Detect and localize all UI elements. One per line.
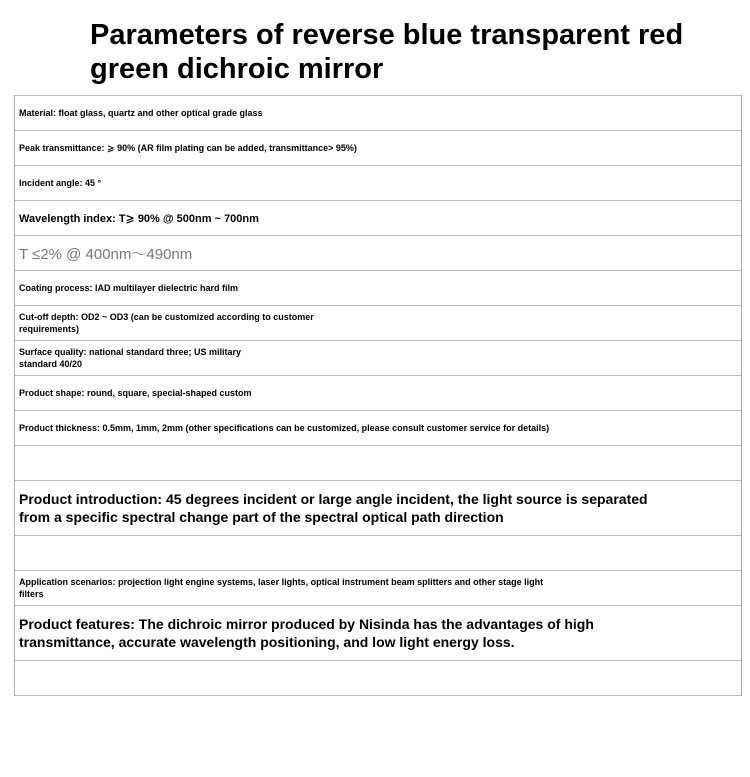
- row-text: Wavelength index: T⩾ 90% @ 500nm ~ 700nm: [19, 212, 259, 225]
- row-text: Product thickness: 0.5mm, 1mm, 2mm (other specifications can be customized, please consult customer service for details): [19, 423, 550, 433]
- row-text: Product introduction: 45 degrees incident or large angle incident, the light source is separated from a specific spectral change part of the spectral optical path direction: [19, 491, 648, 525]
- table-row: [15, 446, 741, 481]
- row-text: Surface quality: national standard three; US military standard 40/20: [19, 347, 242, 369]
- table-row: [15, 571, 741, 606]
- row-text: Incident angle: 45 °: [19, 178, 102, 188]
- table-row: [15, 661, 741, 696]
- table-row: [15, 96, 741, 131]
- table-row: [15, 236, 741, 271]
- row-text: Product features: The dichroic mirror produced by Nisinda has the advantages of high transmittance, accurate wavelength positioning, and low light energy loss.: [19, 616, 594, 650]
- row-text: Coating process: IAD multilayer dielectric hard film: [19, 283, 239, 293]
- table-row: [15, 536, 741, 571]
- page-title: Parameters of reverse blue transparent red green dichroic mirror: [90, 19, 684, 85]
- table-row: [15, 166, 741, 201]
- table-row: [15, 306, 741, 341]
- table-row: [15, 131, 741, 166]
- row-text: Peak transmittance: ⩾ 90% (AR film plating can be added, transmittance> 95%): [19, 143, 357, 153]
- row-text: T ≤2% @ 400nm～490nm: [19, 245, 193, 263]
- parameters-table: [14, 95, 742, 696]
- table-row: [15, 341, 741, 376]
- table-row: [15, 481, 741, 536]
- table-row: [15, 376, 741, 411]
- row-text: Application scenarios: projection light engine systems, laser lights, optical instrument beam splitters and other stage light filters: [19, 577, 544, 599]
- row-text: Material: float glass, quartz and other optical grade glass: [19, 108, 263, 118]
- table-row: [15, 411, 741, 446]
- table-row: [15, 606, 741, 661]
- table-row: [15, 201, 741, 236]
- table-row: [15, 271, 741, 306]
- row-text: Product shape: round, square, special-shaped custom: [19, 388, 252, 398]
- row-text: Cut-off depth: OD2 ~ OD3 (can be customized according to customer requirements): [19, 312, 314, 334]
